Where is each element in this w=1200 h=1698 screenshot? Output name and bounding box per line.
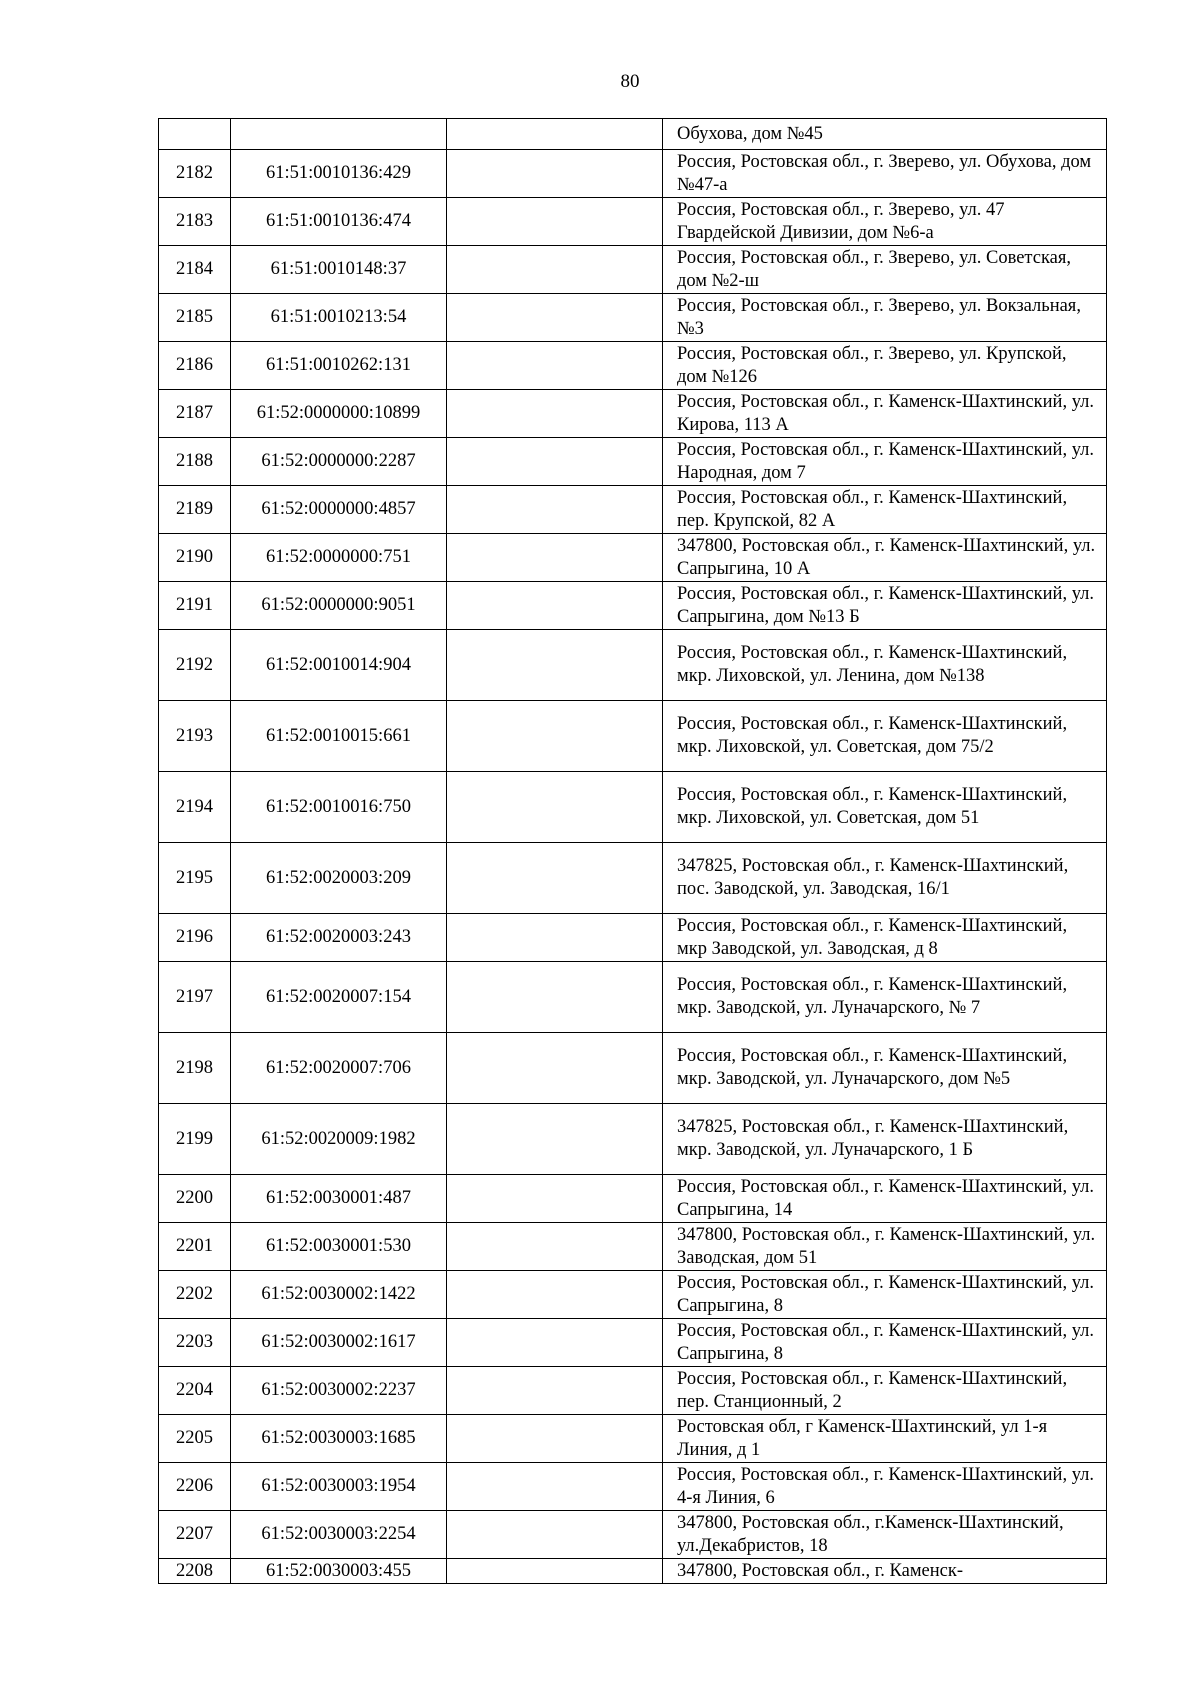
row-number: 2194 <box>159 772 231 843</box>
empty-cell <box>447 1223 663 1271</box>
cadastral-number: 61:52:0000000:9051 <box>231 582 447 630</box>
cadastral-number: 61:51:0010148:37 <box>231 246 447 294</box>
table-row <box>159 582 1107 630</box>
row-number: 2205 <box>159 1415 231 1463</box>
cadastral-number: 61:52:0010016:750 <box>231 772 447 843</box>
address: Россия, Ростовская обл., г. Каменск-Шахтинский, пер. Крупской, 82 А <box>663 486 1107 534</box>
empty-cell <box>447 119 663 150</box>
empty-cell <box>447 962 663 1033</box>
row-number: 2201 <box>159 1223 231 1271</box>
table-row <box>159 772 1107 843</box>
cadastral-number: 61:52:0030003:1685 <box>231 1415 447 1463</box>
row-number: 2188 <box>159 438 231 486</box>
table-row <box>159 198 1107 246</box>
empty-cell <box>447 1104 663 1175</box>
empty-cell <box>447 198 663 246</box>
row-number <box>159 119 231 150</box>
cadastral-number: 61:52:0000000:751 <box>231 534 447 582</box>
address: 347800, Ростовская обл., г.Каменск-Шахтинский, ул.Декабристов, 18 <box>663 1511 1107 1559</box>
row-number: 2196 <box>159 914 231 962</box>
empty-cell <box>447 390 663 438</box>
address: Россия, Ростовская обл., г. Каменск-Шахтинский, мкр Заводской, ул. Заводская, д 8 <box>663 914 1107 962</box>
cadastral-number: 61:52:0030001:487 <box>231 1175 447 1223</box>
table-row <box>159 1033 1107 1104</box>
row-number: 2190 <box>159 534 231 582</box>
row-number: 2200 <box>159 1175 231 1223</box>
address: Россия, Ростовская обл., г. Зверево, ул. Крупской, дом №126 <box>663 342 1107 390</box>
table-row <box>159 1223 1107 1271</box>
row-number: 2202 <box>159 1271 231 1319</box>
address: Россия, Ростовская обл., г. Каменск-Шахтинский, мкр. Лиховской, ул. Ленина, дом №138 <box>663 630 1107 701</box>
address: Россия, Ростовская обл., г. Каменск-Шахтинский, ул. Народная, дом 7 <box>663 438 1107 486</box>
empty-cell <box>447 1511 663 1559</box>
table-row <box>159 342 1107 390</box>
row-number: 2187 <box>159 390 231 438</box>
empty-cell <box>447 1175 663 1223</box>
table-row <box>159 914 1107 962</box>
table-row <box>159 119 1107 150</box>
cadastral-number: 61:52:0030001:530 <box>231 1223 447 1271</box>
empty-cell <box>447 486 663 534</box>
cadastral-number: 61:52:0020003:243 <box>231 914 447 962</box>
address: 347800, Ростовская обл., г. Каменск-Шахтинский, ул. Заводская, дом 51 <box>663 1223 1107 1271</box>
cadastral-number: 61:52:0000000:2287 <box>231 438 447 486</box>
row-number: 2184 <box>159 246 231 294</box>
empty-cell <box>447 772 663 843</box>
cadastral-number: 61:52:0010014:904 <box>231 630 447 701</box>
empty-cell <box>447 843 663 914</box>
table-row <box>159 150 1107 198</box>
address: Россия, Ростовская обл., г. Каменск-Шахтинский, ул. Сапрыгина, 8 <box>663 1319 1107 1367</box>
cadastral-number: 61:52:0020009:1982 <box>231 1104 447 1175</box>
empty-cell <box>447 1319 663 1367</box>
table-row <box>159 438 1107 486</box>
table-row <box>159 534 1107 582</box>
table-row <box>159 294 1107 342</box>
table-row <box>159 1415 1107 1463</box>
table-row <box>159 962 1107 1033</box>
row-number: 2195 <box>159 843 231 914</box>
empty-cell <box>447 1559 663 1584</box>
empty-cell <box>447 914 663 962</box>
cadastral-number: 61:51:0010213:54 <box>231 294 447 342</box>
row-number: 2182 <box>159 150 231 198</box>
address: Россия, Ростовская обл., г. Зверево, ул. 47 Гвардейской Дивизии, дом №6-а <box>663 198 1107 246</box>
empty-cell <box>447 1033 663 1104</box>
row-number: 2207 <box>159 1511 231 1559</box>
row-number: 2204 <box>159 1367 231 1415</box>
address: Россия, Ростовская обл., г. Каменск-Шахтинский, мкр. Заводской, ул. Луначарского, дом №5 <box>663 1033 1107 1104</box>
cadastral-number: 61:51:0010136:429 <box>231 150 447 198</box>
cadastral-number: 61:52:0020007:706 <box>231 1033 447 1104</box>
cadastral-number: 61:52:0030003:455 <box>231 1559 447 1584</box>
address: Россия, Ростовская обл., г. Каменск-Шахтинский, пер. Станционный, 2 <box>663 1367 1107 1415</box>
empty-cell <box>447 342 663 390</box>
row-number: 2208 <box>159 1559 231 1584</box>
row-number: 2203 <box>159 1319 231 1367</box>
cadastral-number: 61:52:0030002:2237 <box>231 1367 447 1415</box>
empty-cell <box>447 1463 663 1511</box>
address: Россия, Ростовская обл., г. Каменск-Шахтинский, мкр. Лиховской, ул. Советская, дом 51 <box>663 772 1107 843</box>
table-row <box>159 246 1107 294</box>
address: Россия, Ростовская обл., г. Каменск-Шахтинский, мкр. Заводской, ул. Луначарского, № 7 <box>663 962 1107 1033</box>
address: Россия, Ростовская обл., г. Каменск-Шахтинский, ул. Сапрыгина, дом №13 Б <box>663 582 1107 630</box>
row-number: 2189 <box>159 486 231 534</box>
table-row <box>159 1271 1107 1319</box>
empty-cell <box>447 1367 663 1415</box>
empty-cell <box>447 438 663 486</box>
cadastral-number: 61:52:0000000:10899 <box>231 390 447 438</box>
row-number: 2185 <box>159 294 231 342</box>
cadastral-number <box>231 119 447 150</box>
address: Россия, Ростовская обл., г. Зверево, ул. Вокзальная, №3 <box>663 294 1107 342</box>
address: Россия, Ростовская обл., г. Каменск-Шахтинский, ул. Кирова, 113 А <box>663 390 1107 438</box>
empty-cell <box>447 150 663 198</box>
empty-cell <box>447 246 663 294</box>
address: Россия, Ростовская обл., г. Зверево, ул. Советская, дом №2-ш <box>663 246 1107 294</box>
address: Россия, Ростовская обл., г. Каменск-Шахтинский, ул. Сапрыгина, 14 <box>663 1175 1107 1223</box>
empty-cell <box>447 1415 663 1463</box>
page-number: 80 <box>620 71 640 92</box>
registry-table-body <box>159 119 1107 1584</box>
address: Россия, Ростовская обл., г. Каменск-Шахтинский, ул. Сапрыгина, 8 <box>663 1271 1107 1319</box>
table-row <box>159 1559 1107 1584</box>
empty-cell <box>447 630 663 701</box>
row-number: 2183 <box>159 198 231 246</box>
empty-cell <box>447 582 663 630</box>
address: Россия, Ростовская обл., г. Каменск-Шахтинский, мкр. Лиховской, ул. Советская, дом 75/2 <box>663 701 1107 772</box>
table-row <box>159 1175 1107 1223</box>
address: 347800, Ростовская обл., г. Каменск-Шахтинский, ул. Сапрыгина, 10 А <box>663 534 1107 582</box>
cadastral-number: 61:52:0030002:1617 <box>231 1319 447 1367</box>
empty-cell <box>447 1271 663 1319</box>
row-number: 2199 <box>159 1104 231 1175</box>
address: 347825, Ростовская обл., г. Каменск-Шахтинский, пос. Заводской, ул. Заводская, 16/1 <box>663 843 1107 914</box>
table-row <box>159 486 1107 534</box>
cadastral-number: 61:52:0030003:1954 <box>231 1463 447 1511</box>
table-row <box>159 701 1107 772</box>
table-row <box>159 390 1107 438</box>
row-number: 2193 <box>159 701 231 772</box>
empty-cell <box>447 701 663 772</box>
cadastral-number: 61:52:0020007:154 <box>231 962 447 1033</box>
empty-cell <box>447 294 663 342</box>
address: Обухова, дом №45 <box>663 119 1107 150</box>
row-number: 2191 <box>159 582 231 630</box>
table-row <box>159 630 1107 701</box>
row-number: 2206 <box>159 1463 231 1511</box>
cadastral-number: 61:52:0030002:1422 <box>231 1271 447 1319</box>
table-row <box>159 1367 1107 1415</box>
empty-cell <box>447 534 663 582</box>
table-row <box>159 1319 1107 1367</box>
row-number: 2197 <box>159 962 231 1033</box>
table-row <box>159 843 1107 914</box>
cadastral-number: 61:52:0010015:661 <box>231 701 447 772</box>
address: Ростовская обл, г Каменск-Шахтинский, ул 1-я Линия, д 1 <box>663 1415 1107 1463</box>
registry-table <box>158 118 1107 1584</box>
cadastral-number: 61:52:0000000:4857 <box>231 486 447 534</box>
cadastral-number: 61:52:0030003:2254 <box>231 1511 447 1559</box>
table-row <box>159 1511 1107 1559</box>
address: 347800, Ростовская обл., г. Каменск- <box>663 1559 1107 1584</box>
row-number: 2186 <box>159 342 231 390</box>
address: 347825, Ростовская обл., г. Каменск-Шахтинский, мкр. Заводской, ул. Луначарского, 1 Б <box>663 1104 1107 1175</box>
row-number: 2192 <box>159 630 231 701</box>
cadastral-number: 61:51:0010136:474 <box>231 198 447 246</box>
row-number: 2198 <box>159 1033 231 1104</box>
cadastral-number: 61:52:0020003:209 <box>231 843 447 914</box>
address: Россия, Ростовская обл., г. Каменск-Шахтинский, ул. 4-я Линия, 6 <box>663 1463 1107 1511</box>
table-row <box>159 1463 1107 1511</box>
cadastral-number: 61:51:0010262:131 <box>231 342 447 390</box>
address: Россия, Ростовская обл., г. Зверево, ул. Обухова, дом №47-а <box>663 150 1107 198</box>
table-row <box>159 1104 1107 1175</box>
